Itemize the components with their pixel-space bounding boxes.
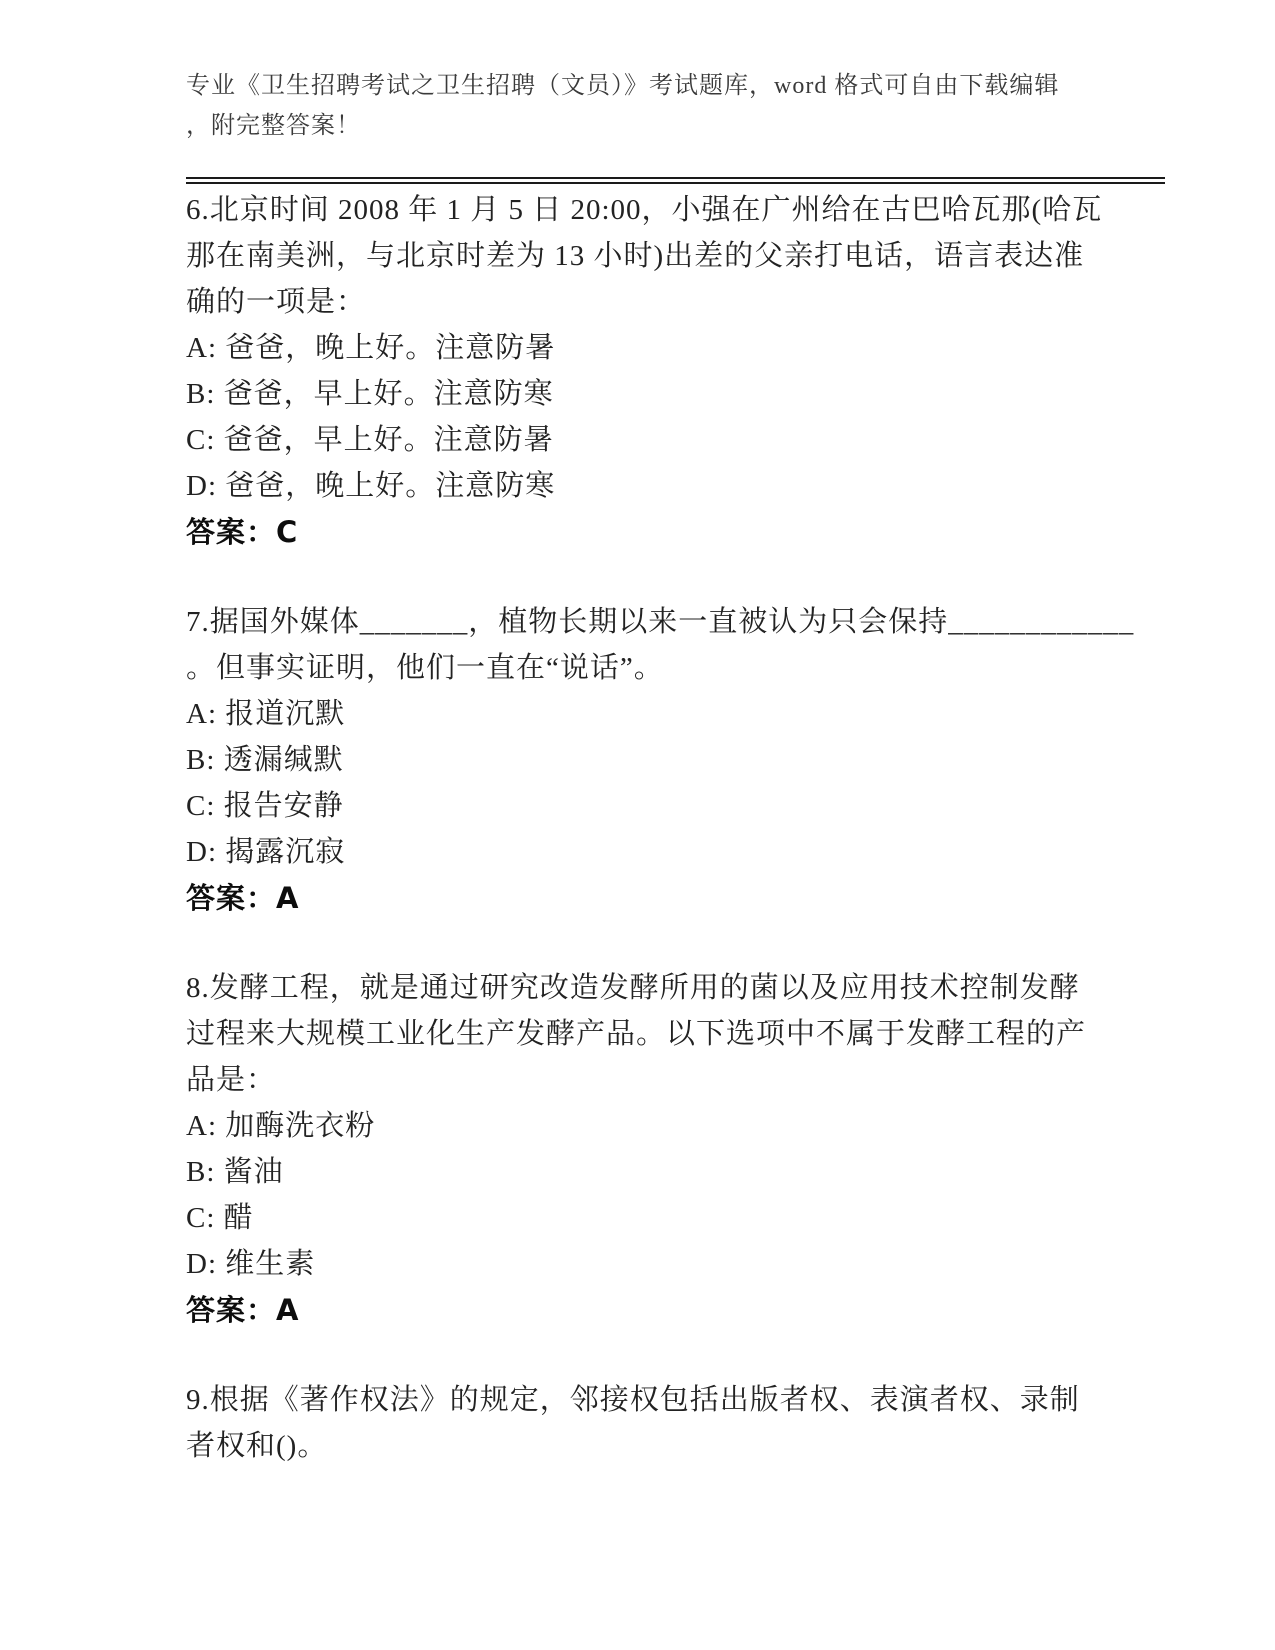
question-6-option-d: D: 爸爸，晚上好。注意防寒 xyxy=(186,470,556,502)
question-7-option-a: A: 报道沉默 xyxy=(186,698,346,730)
document-body xyxy=(186,187,1175,1469)
question-6-line-1: 6.北京时间 2008 年 1 月 5 日 20:00，小强在广州给在古巴哈瓦那(哈瓦 xyxy=(186,194,1103,226)
header-divider xyxy=(186,177,1165,184)
question-8-line-3: 品是： xyxy=(186,1064,277,1096)
question-9-line-1: 9.根据《著作权法》的规定，邻接权包括出版者权、表演者权、录制 xyxy=(186,1384,1080,1416)
question-6-option-a: A: 爸爸，晚上好。注意防暑 xyxy=(186,332,556,364)
question-6-answer: 答案：C xyxy=(186,515,299,549)
question-9 xyxy=(186,1377,1175,1469)
question-7-answer: 答案：A xyxy=(186,881,300,915)
header-line-2: ，附完整答案！ xyxy=(186,113,361,139)
question-8-line-2: 过程来大规模工业化生产发酵产品。以下选项中不属于发酵工程的产 xyxy=(186,1018,1087,1050)
question-6-option-b: B: 爸爸，早上好。注意防寒 xyxy=(186,378,554,410)
question-8-option-c: C: 醋 xyxy=(186,1202,254,1234)
question-7-line-2: 。但事实证明，他们一直在“说话”。 xyxy=(186,652,664,684)
question-8-option-a: A: 加酶洗衣粉 xyxy=(186,1110,376,1142)
question-8-line-1: 8.发酵工程，就是通过研究改造发酵所用的菌以及应用技术控制发酵 xyxy=(186,972,1080,1004)
question-7 xyxy=(186,599,1175,921)
question-6 xyxy=(186,187,1175,555)
question-7-option-b: B: 透漏缄默 xyxy=(186,744,344,776)
question-7-option-c: C: 报告安静 xyxy=(186,790,344,822)
question-7-line-1: 7.据国外媒体_______，植物长期以来一直被认为只会保持____________ xyxy=(186,606,1135,638)
header-line-1: 专业《卫生招聘考试之卫生招聘（文员）》考试题库，word 格式可自由下载编辑 xyxy=(186,73,1060,99)
question-8 xyxy=(186,965,1175,1333)
question-6-line-2: 那在南美洲，与北京时差为 13 小时)出差的父亲打电话，语言表达准 xyxy=(186,240,1085,272)
question-9-line-2: 者权和()。 xyxy=(186,1430,328,1462)
question-8-answer: 答案：A xyxy=(186,1293,300,1327)
document-header xyxy=(186,66,1175,146)
question-7-option-d: D: 揭露沉寂 xyxy=(186,836,346,868)
question-6-line-3: 确的一项是： xyxy=(186,286,367,318)
question-8-option-d: D: 维生素 xyxy=(186,1248,316,1280)
question-8-option-b: B: 酱油 xyxy=(186,1156,284,1188)
question-6-option-c: C: 爸爸，早上好。注意防暑 xyxy=(186,424,554,456)
